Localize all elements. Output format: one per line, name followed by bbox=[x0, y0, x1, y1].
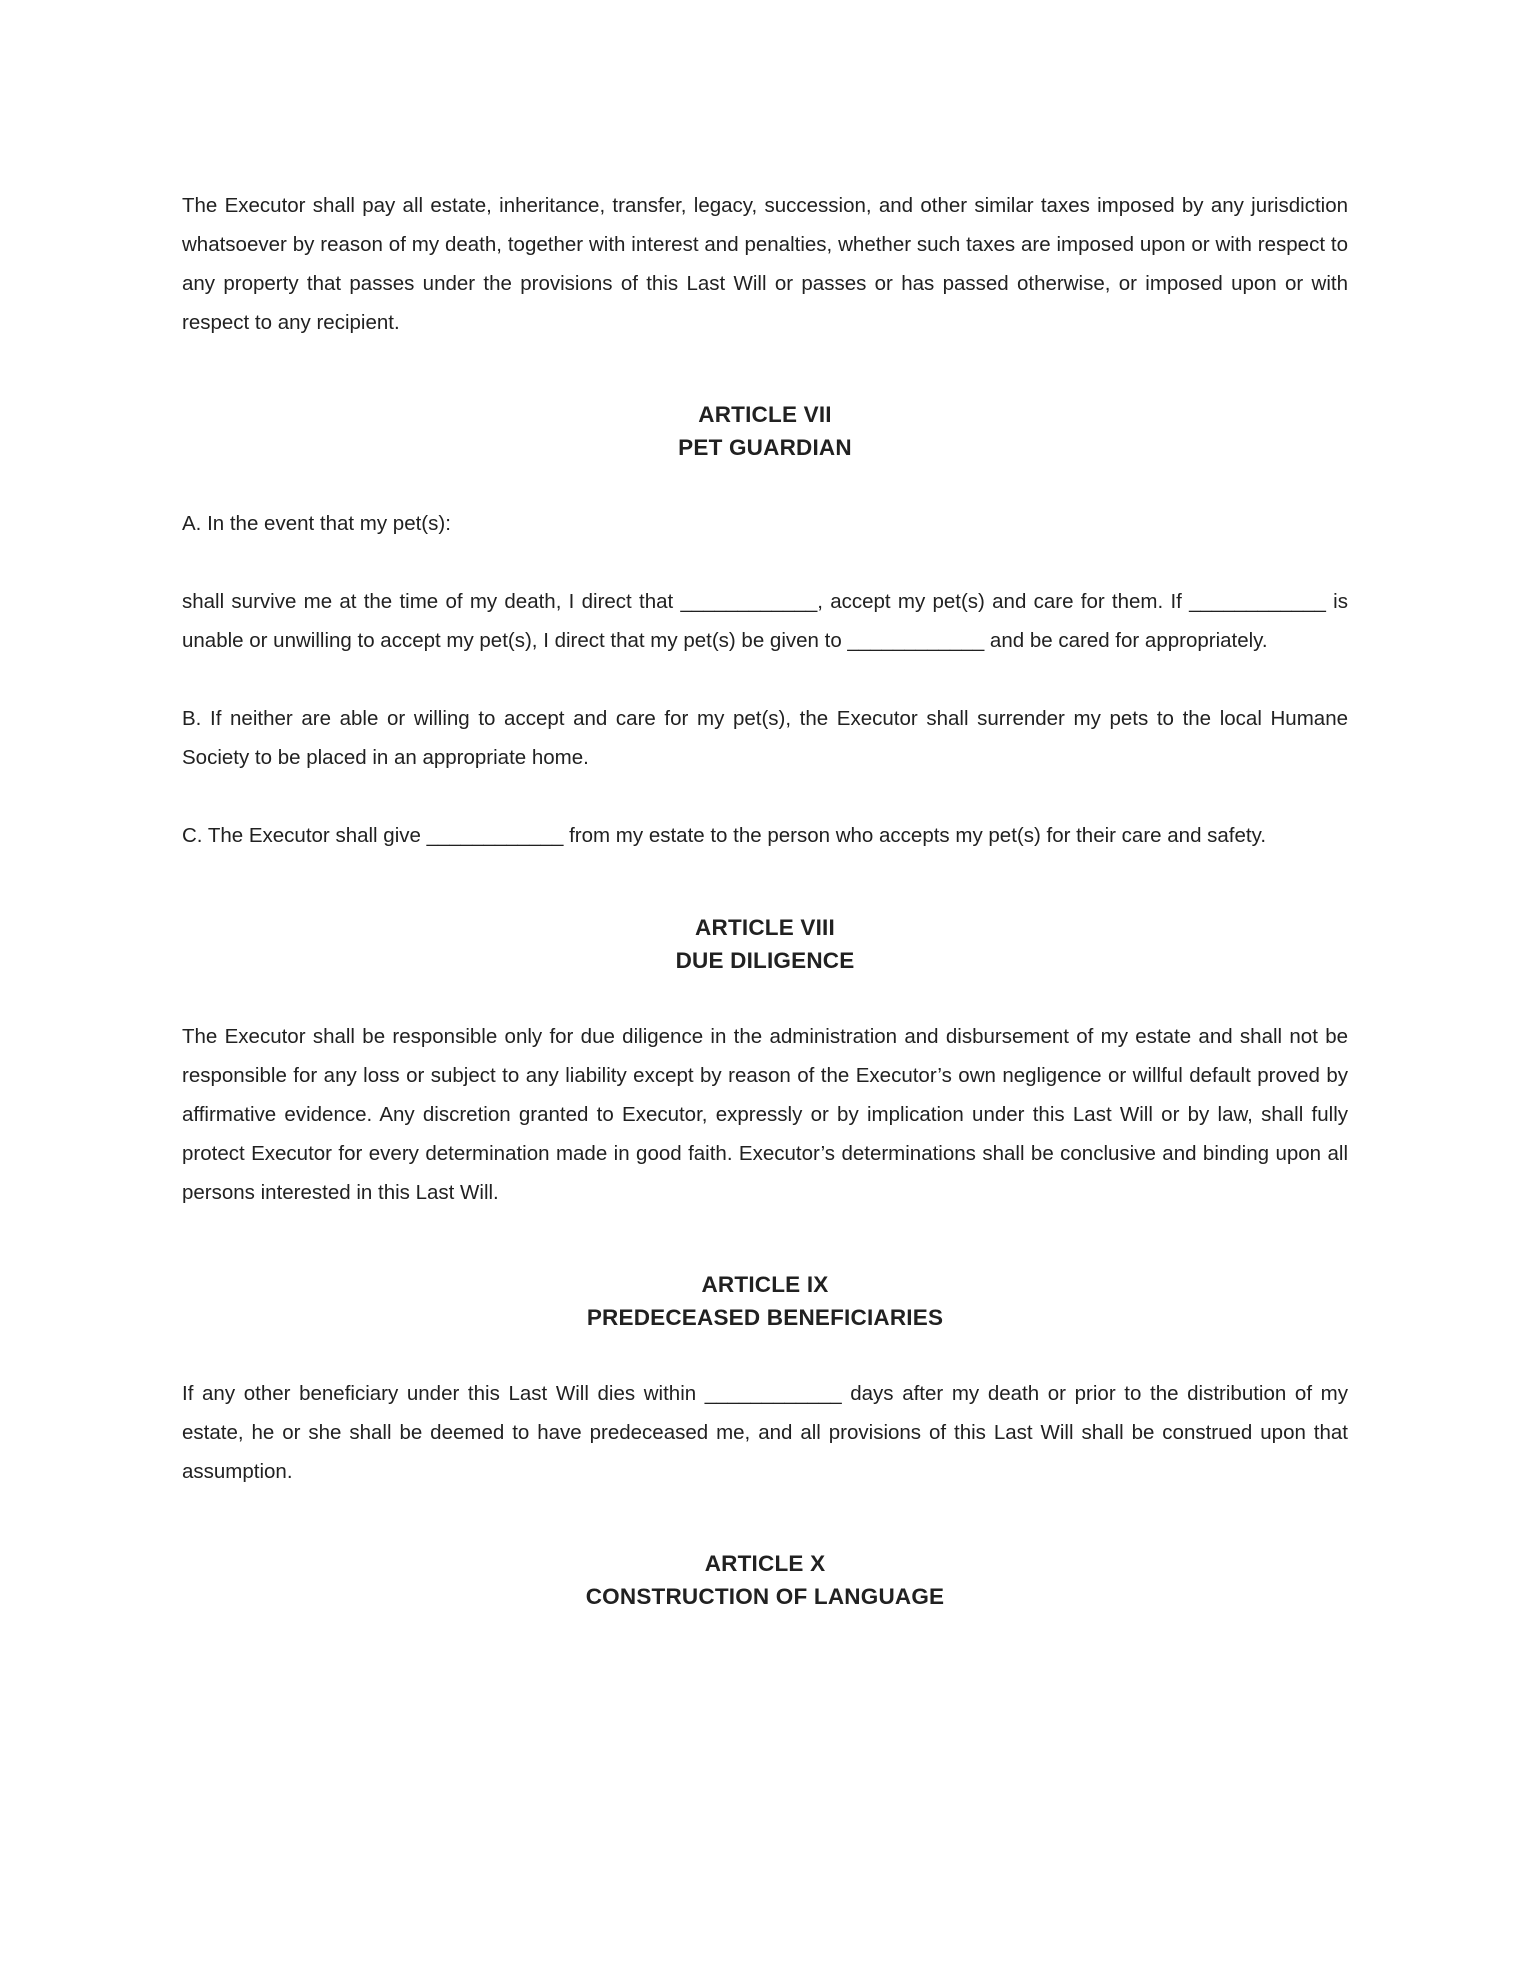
article-x-heading bbox=[182, 1547, 1348, 1613]
article-vii-subtitle: PET GUARDIAN bbox=[678, 435, 852, 460]
article-viii-title: ARTICLE VIII bbox=[695, 915, 835, 940]
article-x-subtitle: CONSTRUCTION OF LANGUAGE bbox=[585, 1584, 945, 1609]
pet-guardian-clause-b: B. If neither are able or willing to accept and care for my pet(s), the Executor shall surrender my pets to the local Humane Society to be placed in an appropriate home. bbox=[182, 707, 1348, 769]
executor-tax-clause-paragraph: The Executor shall pay all estate, inheritance, transfer, legacy, succession, and other similar taxes imposed by any jurisdiction whatsoever by reason of my death, together with interest and penalties, whether such taxes are imposed upon or with respect to any property that passes under the provisions of this Last Will or passes or has passed otherwise, or imposed upon or with respect to any recipient. bbox=[182, 194, 1348, 334]
article-ix-subtitle: PREDECEASED BENEFICIARIES bbox=[586, 1305, 944, 1330]
pet-guardian-clause-a-lead: A. In the event that my pet(s): bbox=[182, 512, 451, 535]
article-viii-heading bbox=[182, 911, 1348, 977]
article-ix-heading bbox=[182, 1268, 1348, 1334]
article-x-title: ARTICLE X bbox=[704, 1551, 826, 1576]
article-viii-subtitle: DUE DILIGENCE bbox=[675, 948, 855, 973]
pet-guardian-clause-c: C. The Executor shall give ____________ from my estate to the person who accepts my pet(s) for their care and safety. bbox=[182, 824, 1267, 847]
article-ix-title: ARTICLE IX bbox=[701, 1272, 829, 1297]
pet-guardian-clause-a-body: shall survive me at the time of my death, I direct that ____________, accept my pet(s) and care for them. If ____________ is unable or unwilling to accept my pet(s), I direct that my pet(s) be given to ____________ and be cared for appropriately. bbox=[182, 590, 1348, 652]
article-vii-heading bbox=[182, 398, 1348, 464]
due-diligence-paragraph: The Executor shall be responsible only for due diligence in the administration and disbursement of my estate and shall not be responsible for any loss or subject to any liability except by reason of the Executor’s own negligence or willful default proved by affirmative evidence. Any discretion granted to Executor, expressly or by implication under this Last Will or by law, shall fully protect Executor for every determination made in good faith. Executor’s determinations shall be conclusive and binding upon all persons interested in this Last Will. bbox=[182, 1025, 1348, 1204]
predeceased-beneficiaries-paragraph: If any other beneficiary under this Last Will dies within ____________ days after my death or prior to the distribution of my estate, he or she shall be deemed to have predeceased me, and all provisions of this Last Will shall be construed upon that assumption. bbox=[182, 1382, 1348, 1483]
article-vii-title: ARTICLE VII bbox=[698, 402, 832, 427]
